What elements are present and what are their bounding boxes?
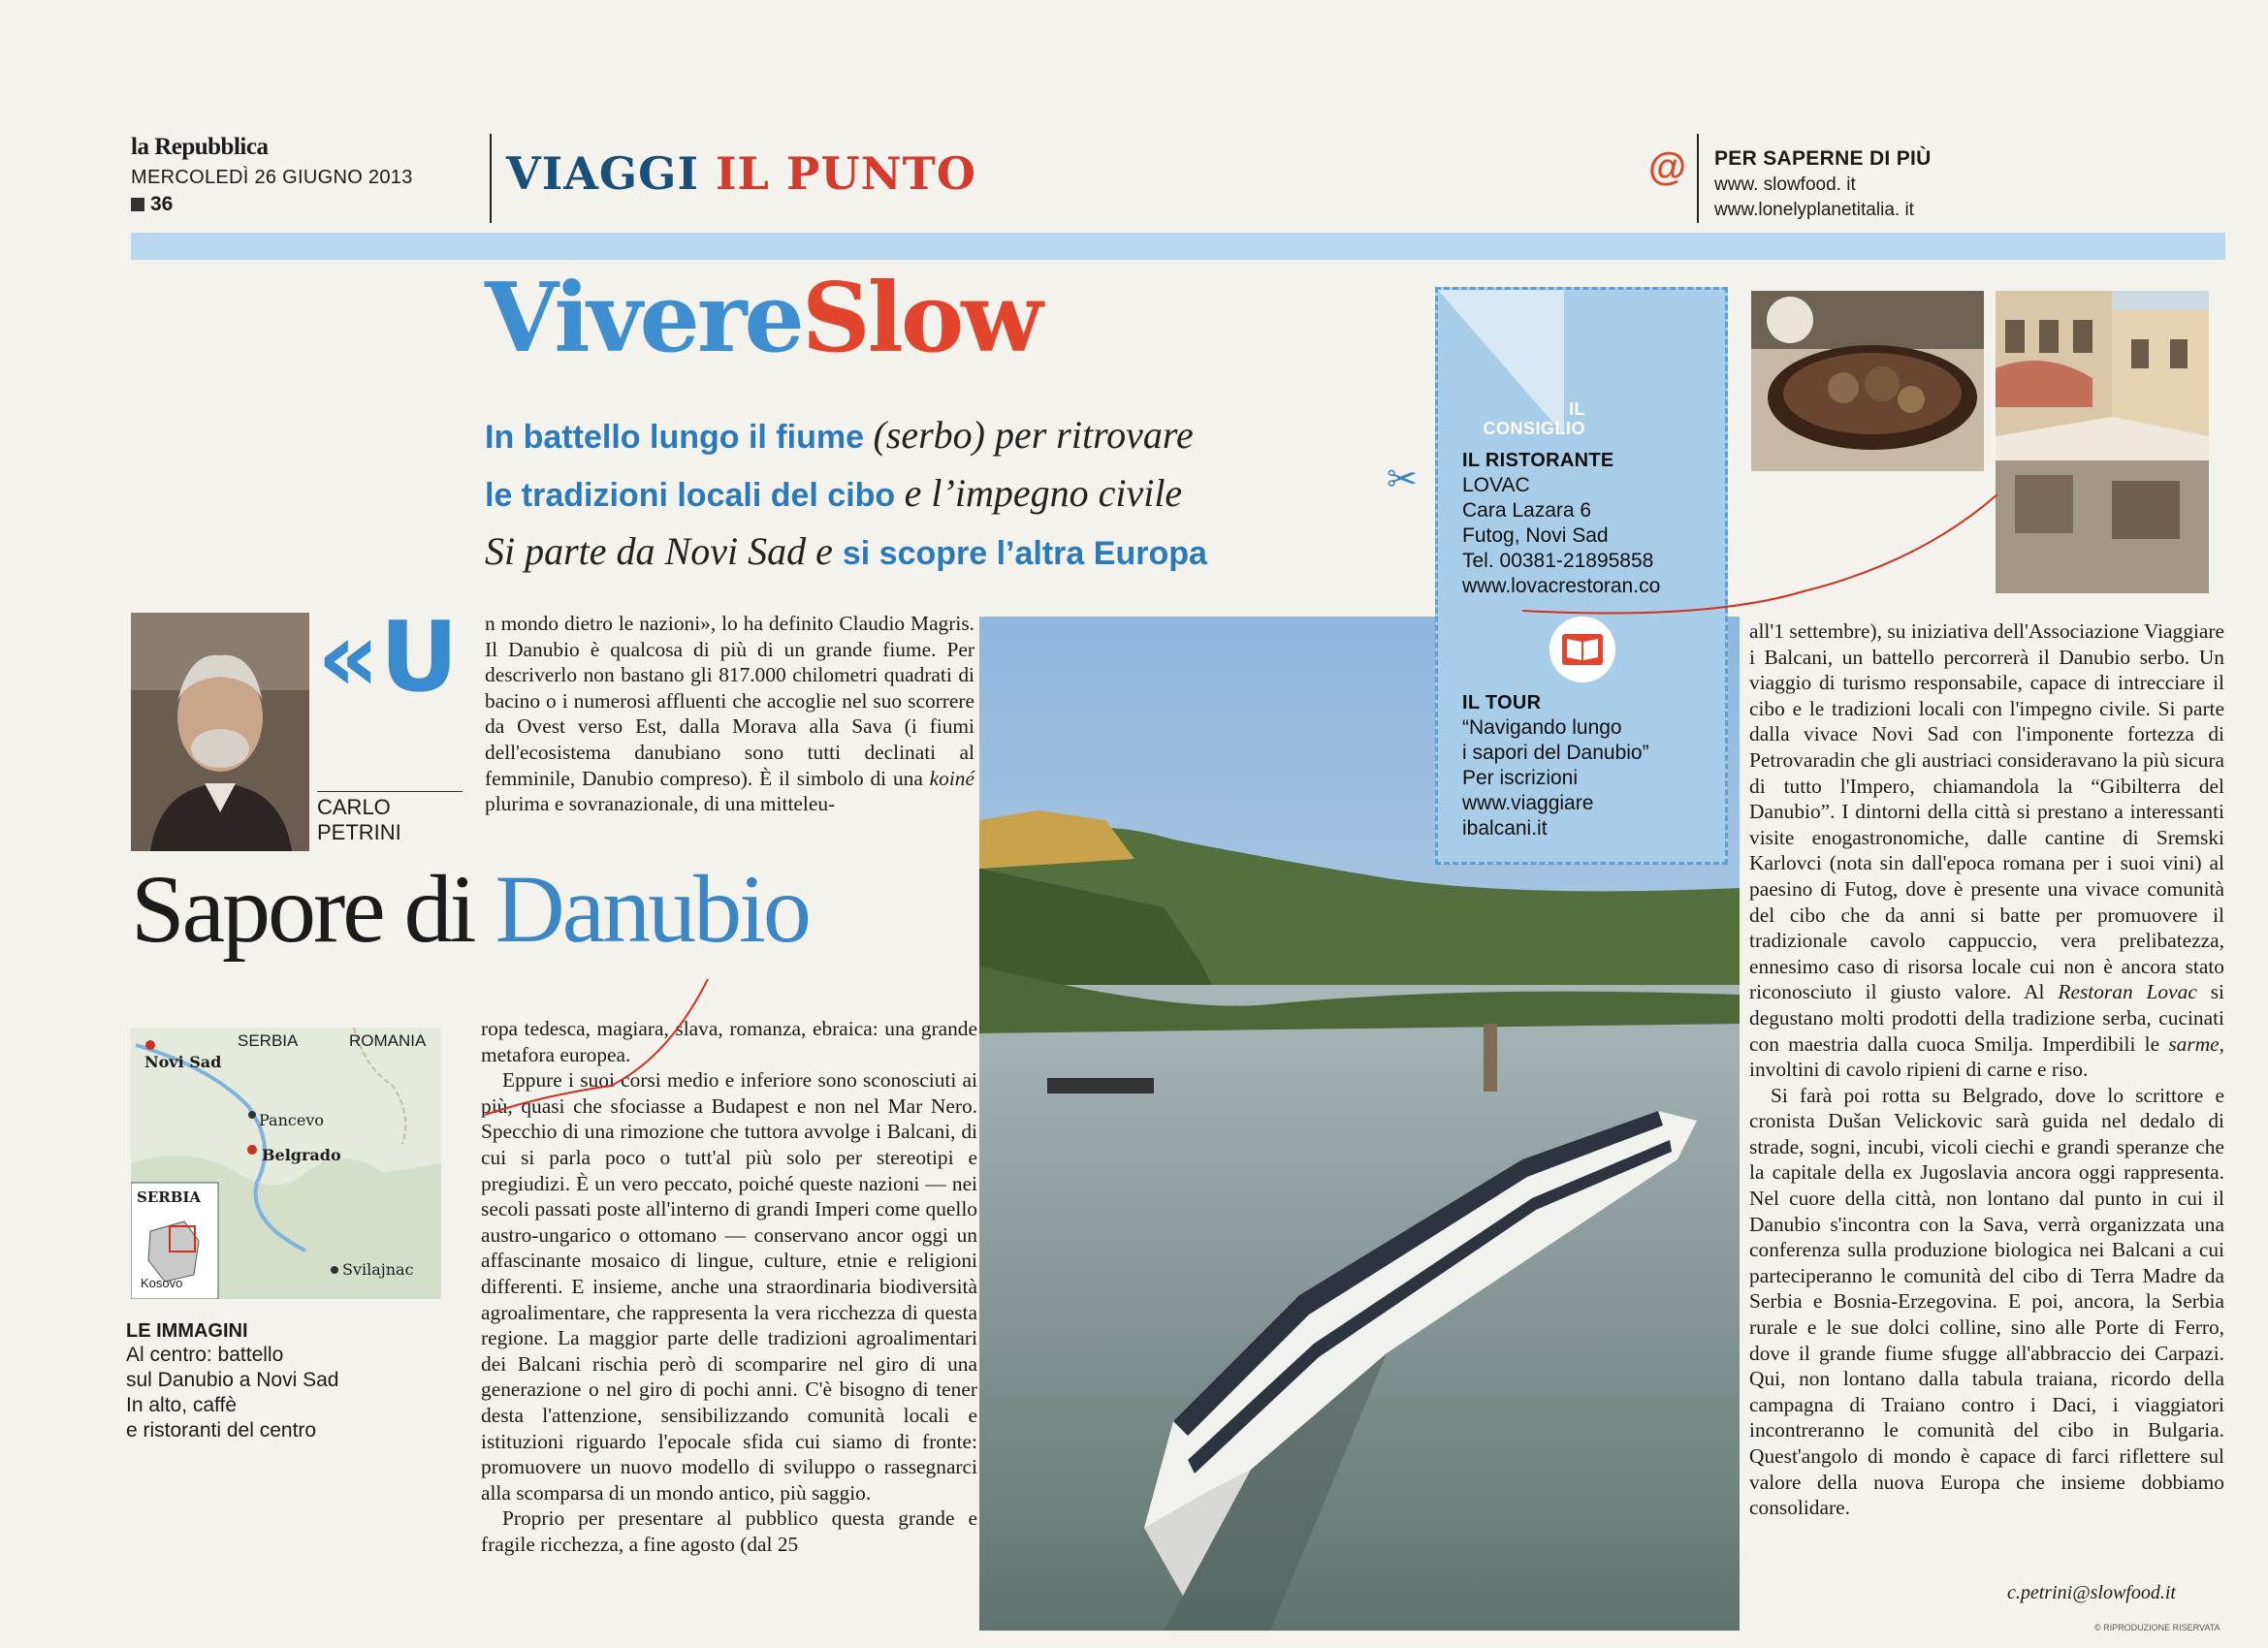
header-divider [490, 134, 492, 223]
issue-date: MERCOLEDÌ 26 GIUGNO 2013 [131, 167, 413, 188]
author-email[interactable]: c.petrini@slowfood.it [2007, 1582, 2176, 1603]
map-label: SERBIA [238, 1031, 299, 1050]
annotation-line [1513, 485, 2017, 620]
copyright-notice: © RIPRODUZIONE RISERVATA [2094, 1623, 2220, 1632]
sidebar-title [1450, 399, 1585, 438]
subtitle-bold: si scopre l’altra Europa [842, 535, 1207, 572]
author-first-name: CARLO [317, 795, 391, 819]
opening-quote-mark: «U [317, 600, 459, 713]
author-rule [317, 791, 463, 792]
section-title [506, 147, 976, 200]
scissors-icon: ✂ [1387, 460, 1418, 500]
paragraph [1749, 618, 2224, 1083]
map-label-city: Novi Sad [144, 1053, 222, 1071]
subtitle-bold: le tradizioni locali del cibo [485, 477, 905, 514]
sidebar-title-line: IL [1569, 399, 1585, 419]
map-label-city: Belgrado [262, 1146, 341, 1164]
map-label-inset: SERBIA [137, 1188, 202, 1206]
author-last-name: PETRINI [317, 820, 401, 844]
author-photo [131, 613, 309, 851]
author-name [317, 795, 463, 845]
header-divider-right [1697, 134, 1699, 223]
page-number-text: 36 [150, 193, 174, 215]
masthead [131, 134, 451, 216]
restaurant-line: Tel. 00381-21895858 [1462, 550, 1654, 572]
paragraph-italic: sarme [2168, 1031, 2220, 1056]
page-marker-icon [131, 198, 144, 211]
at-icon: @ [1648, 145, 1687, 188]
restaurant-line: Cara Lazara 6 [1462, 499, 1592, 522]
article-intro [485, 611, 974, 817]
caption-line: Al centro: battello [126, 1344, 284, 1366]
captions-title: LE IMMAGINI [126, 1320, 248, 1342]
more-info-link[interactable]: www. slowfood. it [1714, 174, 1856, 195]
restaurant-line: LOVAC [1462, 474, 1530, 496]
map-label-city: Pancevo [259, 1111, 324, 1129]
food-photo [1751, 291, 1984, 471]
section-title-part1: VIAGGI [506, 147, 699, 200]
subtitle-italic: e l’impegno civile [904, 471, 1183, 515]
headline [131, 855, 809, 963]
book-icon [1549, 617, 1615, 682]
annotation-mark [465, 969, 756, 1134]
map-label: ROMANIA [349, 1031, 427, 1050]
tour-line: Per iscrizioni [1462, 767, 1579, 789]
restaurant-line: Futog, Novi Sad [1462, 524, 1609, 547]
paragraph: Proprio per presentare al pubblico questa grande e fragile ricchezza, a fine agosto (dal 25 [481, 1506, 977, 1556]
headline-part2: Danubio [495, 855, 809, 963]
paragraph: Eppure i suoi corsi medio e inferiore sono sconosciuti ai più, quasi che sfociasse a Budapest e non nel Mar Nero. Specchio di una rimozione che tuttora avvolge i Balcani, di cui si parla poco o tutt'al più solo per stereotipi e pregiudizi. È un vero peccato, poiché queste nazioni — nei secoli passati poste all'interno di grandi Imperi come quello austro-ungarico o ottomano — conservano ancor oggi un affascinante mosaico di lingue, culture, etnie e religioni differenti. E insieme, anche una straordinaria biodiversità agroalimentare, che rappresenta la vera ricchezza di questa regione. La maggior parte delle tradizioni agroalimentari dei Balcani rischia però di scomparire nel giro di una generazione o nel giro di pochi anni. C'è bisogno di tener desta l'attenzione, sensibilizzando comunità locali e istituzioni riguardo l'epocale sfida cui siamo di fronte: promuovere un nuovo modello di sviluppo o rassegnarci alla scomparsa di un mondo antico, più saggio. [481, 1068, 977, 1505]
newspaper-name: la Repubblica [131, 134, 269, 160]
tour-info [1462, 690, 1724, 841]
tour-line: i sapori del Danubio” [1462, 742, 1649, 764]
headline-part1: Sapore di [131, 855, 495, 963]
intro-text: n mondo dietro le nazioni», lo ha definito Claudio Magris. Il Danubio è qualcosa di più di un grande fiume. Per descriverlo non bastano gli 817.000 chilometri quadrati di bacino o i numerosi affluenti che accoglie nel suo scorrere da Ovest verso Est, dalla Morava alla Sava (i fiumi dell'ecosistema danubiano sono tutti declinati al femminile, Danubio compreso). È il simbolo di una [485, 612, 974, 790]
street-cafe-photo [1996, 291, 2209, 593]
caption-line: sul Danubio a Novi Sad [126, 1369, 339, 1391]
intro-end: plurima e sovranazionale, di una mitteleu- [485, 792, 836, 816]
section-title-part2: IL PUNTO [716, 147, 976, 200]
paragraph-text: , involtini di cavolo ripieni di carne e riso. [1749, 1031, 2224, 1082]
paragraph: ropa tedesca, magiara, slava, romanza, ebraica: una grande metafora europea. [481, 1017, 977, 1066]
map-label-inset: Kosovo [141, 1276, 183, 1290]
tour-website[interactable]: ibalcani.it [1462, 817, 1548, 840]
kicker-part2: Slow [801, 263, 1040, 374]
restaurant-title: IL RISTORANTE [1462, 450, 1614, 471]
page-number [131, 193, 451, 216]
kicker-part1: Vivere [485, 263, 802, 374]
subtitle-italic: (serbo) per ritrovare [873, 413, 1194, 457]
tour-line: “Navigando lungo [1462, 716, 1622, 739]
subtitle [485, 407, 1358, 582]
map [131, 1028, 441, 1299]
kicker-title [485, 263, 1040, 374]
subtitle-bold: In battello lungo il fiume [485, 419, 874, 456]
image-captions [126, 1320, 417, 1443]
tour-title: IL TOUR [1462, 692, 1542, 713]
paragraph-text: si degustano molti prodotti della tradizione serba, cucinati con maestria dalla cuoca Smilja. Imperdibili le [1749, 980, 2224, 1056]
intro-italic: koiné [929, 766, 974, 790]
header-color-band [131, 233, 2225, 260]
caption-line: e ristoranti del centro [126, 1419, 317, 1442]
more-info-title: PER SAPERNE DI PIÙ [1714, 147, 1932, 170]
sidebar-title-line: CONSIGLIO [1483, 419, 1585, 438]
map-label-city: Svilajnac [342, 1260, 414, 1279]
more-info-box [1714, 147, 1932, 221]
paragraph: Si farà poi rotta su Belgrado, dove lo scrittore e cronista Dušan Velickovic sarà guida nel dedalo di strade, sogni, incubi, vicoli ciechi e grandi speranze che la capitale della ex Jugoslavia ancora oggi rappresenta. Nel cuore della città, non lontano dal punto in cui il Danubio s'incontra con la Sava, verrà organizzata una conferenza sulla produzione biologica nei Balcani a cui parteciperanno le comunità del cibo di Terra Madre da Serbia e Bosnia-Erzegovina. E poi, ancora, la Serbia rurale e le sue dolci colline, sino alle Porte di Ferro, dove il grande fiume sfugge all'abbraccio dei Carpazi. Qui, non lontano dalla tabula traiana, ricordo della campagna di Traiano contro i Daci, i viaggiatori incontreranno le comunità del cibo in Bulgaria. Quest'angolo di mondo è capace di farci riflettere sul valore della nuova Europa che insieme dobbiamo consolidare. [1749, 1083, 2224, 1520]
more-info-link[interactable]: www.lonelyplanetitalia. it [1714, 200, 1914, 220]
paragraph-italic: Restoran Lovac [2058, 980, 2197, 1004]
subtitle-italic: Si parte da Novi Sad e [485, 529, 843, 573]
article-column-3 [1749, 618, 2224, 1521]
tour-website[interactable]: www.viaggiare [1462, 792, 1594, 814]
caption-line: In alto, caffè [126, 1394, 238, 1416]
restaurant-website[interactable]: www.lovacrestoran.co [1462, 575, 1661, 597]
paragraph-text: all'1 settembre), su iniziativa dell'Associazione Viaggiare i Balcani, un battello percorrerà il Danubio serbo. Un viaggio di turismo responsabile, capace di intrecciare il cibo e le tradizioni locali con l'impegno civile. Si parte dalla vivace Novi Sad con l'imponente fortezza di Petrovaradin che gli austriaci consideravano la più sicura di tutto l'Impero, chiamandola la “Gibilterra del Danubio”. I dintorni della città si prestano a interessanti visite enogastronomiche, dalle cantine di Sremski Karlovci (nota sin dall'epoca romana per i suoi vini) al paesino di Futog, dove è presente una vivace comunità del cibo che da anni si batte per promuovere il tradizionale cavolo cappuccio, vera prelibatezza, ennesimo caso di risorsa locale cui non è ancora stato riconosciuto il giusto valore. Al [1749, 619, 2224, 1004]
